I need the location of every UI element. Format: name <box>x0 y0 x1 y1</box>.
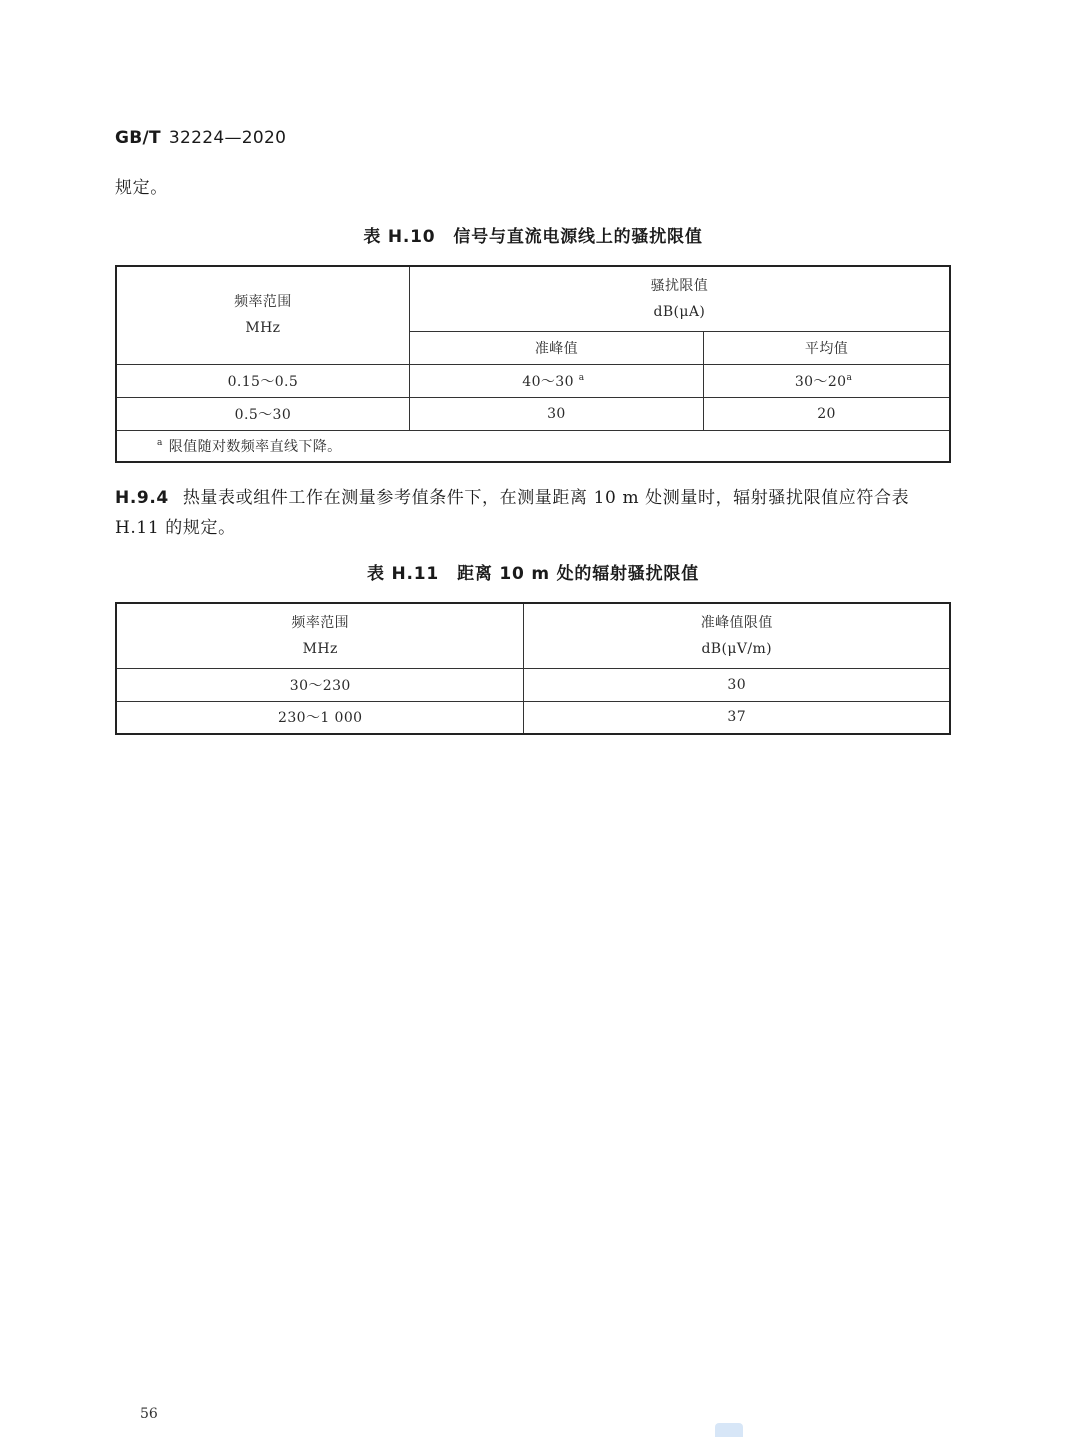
header-limit-unit: dB(μV/m) <box>701 640 773 657</box>
cell-frequency: 0.5～30 <box>116 397 409 430</box>
table-h10-title: 信号与直流电源线上的骚扰限值 <box>453 227 703 247</box>
page-number: 56 <box>140 1406 158 1422</box>
cell-quasi-peak-value: 40～30 <box>522 373 574 390</box>
cell-quasi-peak: 37 <box>524 701 950 734</box>
cell-frequency: 30～230 <box>116 668 524 701</box>
table-h11-caption <box>115 559 951 584</box>
intro-paragraph: 规定。 <box>115 178 168 198</box>
cell-frequency: 0.15～0.5 <box>116 364 409 397</box>
table-h11-title: 距离 10 m 处的辐射骚扰限值 <box>457 564 699 584</box>
cell-frequency: 230～1 000 <box>116 701 524 734</box>
footnote-mark: a <box>157 438 163 449</box>
cell-average-value: 30～20 <box>794 373 847 390</box>
header-average: 平均值 <box>704 331 950 364</box>
standard-prefix: GB/T <box>115 128 161 148</box>
standard-header <box>115 128 286 148</box>
header-quasi-peak-limit <box>524 603 950 668</box>
footnote-mark: a <box>578 372 585 383</box>
cell-average: 20 <box>704 397 950 430</box>
header-frequency-unit: MHz <box>302 640 338 657</box>
table-row <box>116 364 950 397</box>
header-frequency-unit: MHz <box>245 320 281 337</box>
table-h11-number: 表 H.11 <box>367 564 440 584</box>
table-row <box>116 668 950 701</box>
table-h10-caption <box>115 222 951 247</box>
cell-quasi-peak: 30 <box>524 668 950 701</box>
table-h11 <box>115 602 951 735</box>
header-frequency-range <box>116 266 409 364</box>
standard-number: 32224—2020 <box>168 128 287 148</box>
table-footnote <box>116 430 950 462</box>
corner-mark <box>715 1423 743 1437</box>
table-row <box>116 397 950 430</box>
table-h10-number: 表 H.10 <box>363 227 436 247</box>
cell-average <box>704 364 950 397</box>
header-limit-unit: dB(μA) <box>653 303 706 320</box>
cell-quasi-peak: 30 <box>409 397 703 430</box>
cell-quasi-peak <box>409 364 703 397</box>
header-quasi-peak: 准峰值 <box>409 331 703 364</box>
header-limit-label: 准峰值限值 <box>700 614 773 631</box>
header-limit-label: 骚扰限值 <box>650 277 709 294</box>
header-frequency-label: 频率范围 <box>291 614 350 631</box>
clause-text: 热量表或组件工作在测量参考值条件下，在测量距离 10 m 处测量时，辐射骚扰限值应符合表 H.11 的规定。 <box>115 488 910 538</box>
footnote-text: 限值随对数频率直线下降。 <box>168 438 342 455</box>
header-frequency-range <box>116 603 524 668</box>
footnote-mark: a <box>846 372 853 383</box>
clause-number: H.9.4 <box>115 488 169 508</box>
clause-h9-4 <box>115 483 955 543</box>
table-h10 <box>115 265 951 463</box>
header-disturbance-limit <box>409 266 950 331</box>
header-frequency-label: 频率范围 <box>234 294 292 311</box>
table-row <box>116 701 950 734</box>
